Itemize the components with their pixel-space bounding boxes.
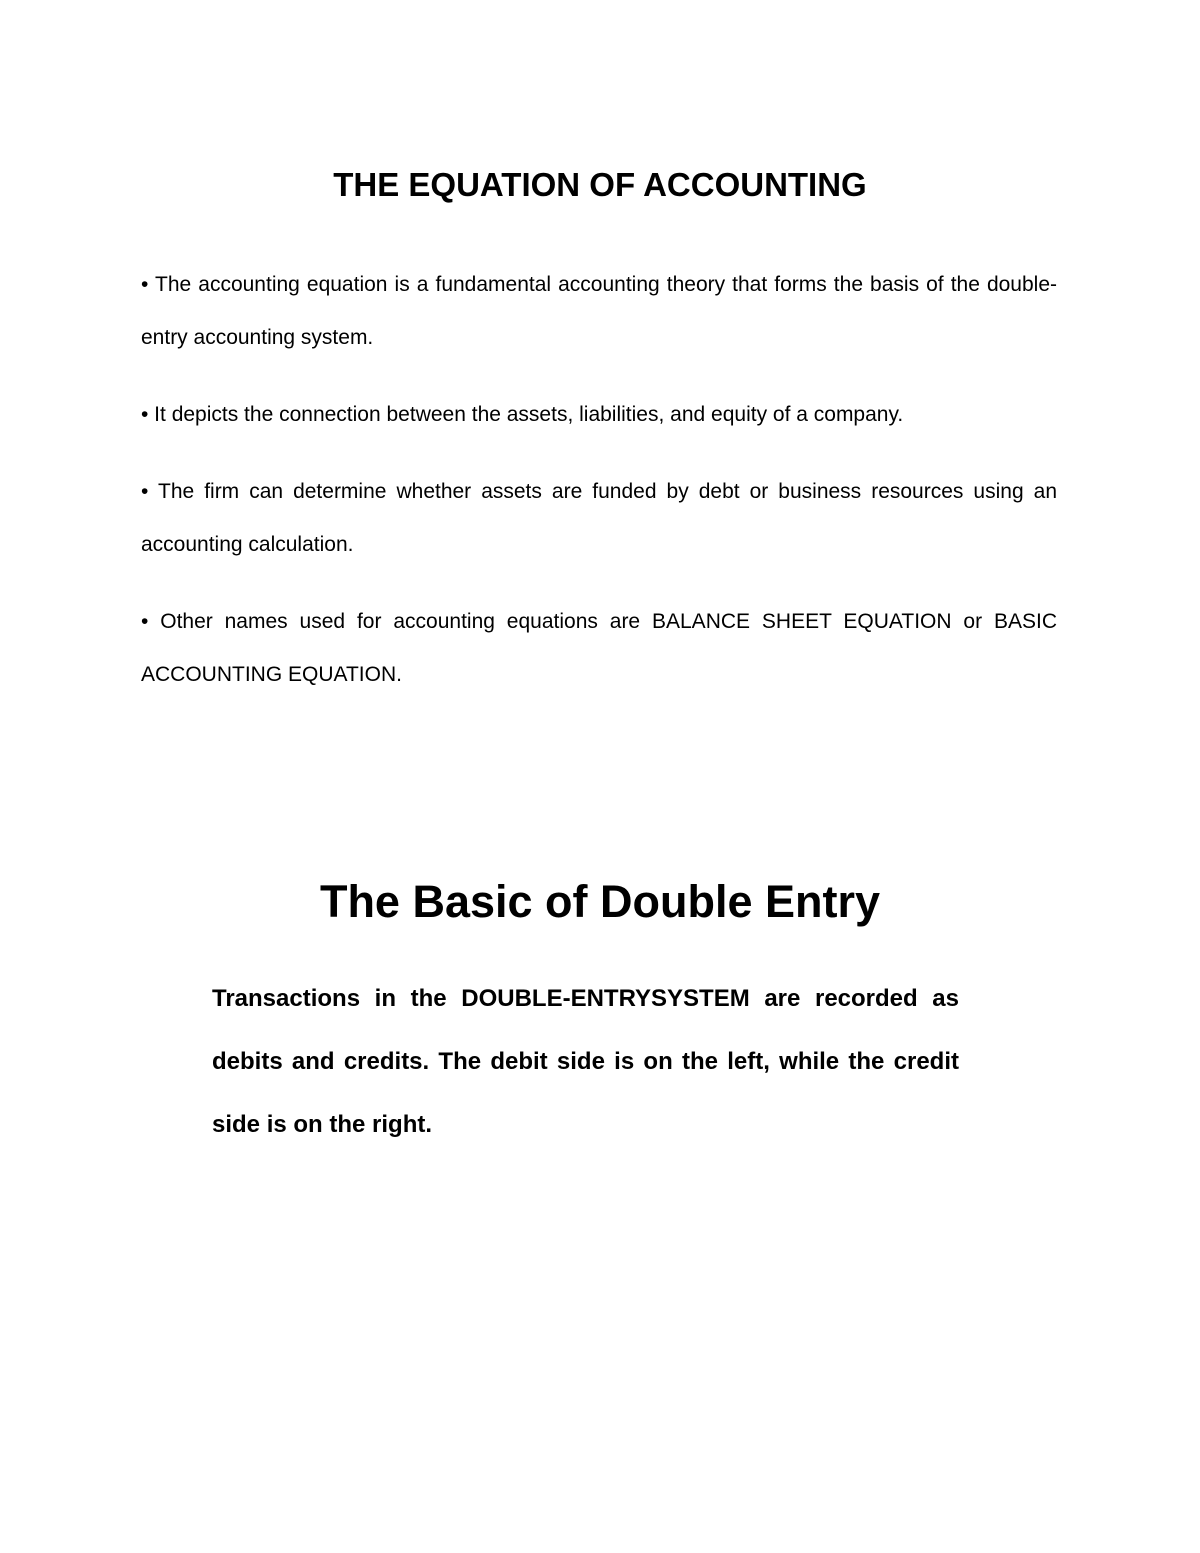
- section-title-basic-of-double-entry: The Basic of Double Entry: [319, 876, 881, 927]
- bullet-list: [141, 258, 1057, 701]
- bullet-item: • The firm can determine whether assets are funded by debt or business resources using an accounting calculation.: [141, 480, 1057, 556]
- bullet-item: • It depicts the connection between the assets, liabilities, and equity of a company.: [141, 403, 904, 426]
- bullet-item: • The accounting equation is a fundamental accounting theory that forms the basis of the double-entry accounting system.: [141, 273, 1057, 349]
- bullet-item: • Other names used for accounting equations are BALANCE SHEET EQUATION or BASIC ACCOUNTING EQUATION.: [141, 610, 1057, 686]
- double-entry-paragraph: Transactions in the DOUBLE-ENTRYSYSTEM are recorded as debits and credits. The debit side is on the left, while the credit side is on the right.: [212, 985, 959, 1138]
- section-title-equation-of-accounting: THE EQUATION OF ACCOUNTING: [333, 166, 867, 203]
